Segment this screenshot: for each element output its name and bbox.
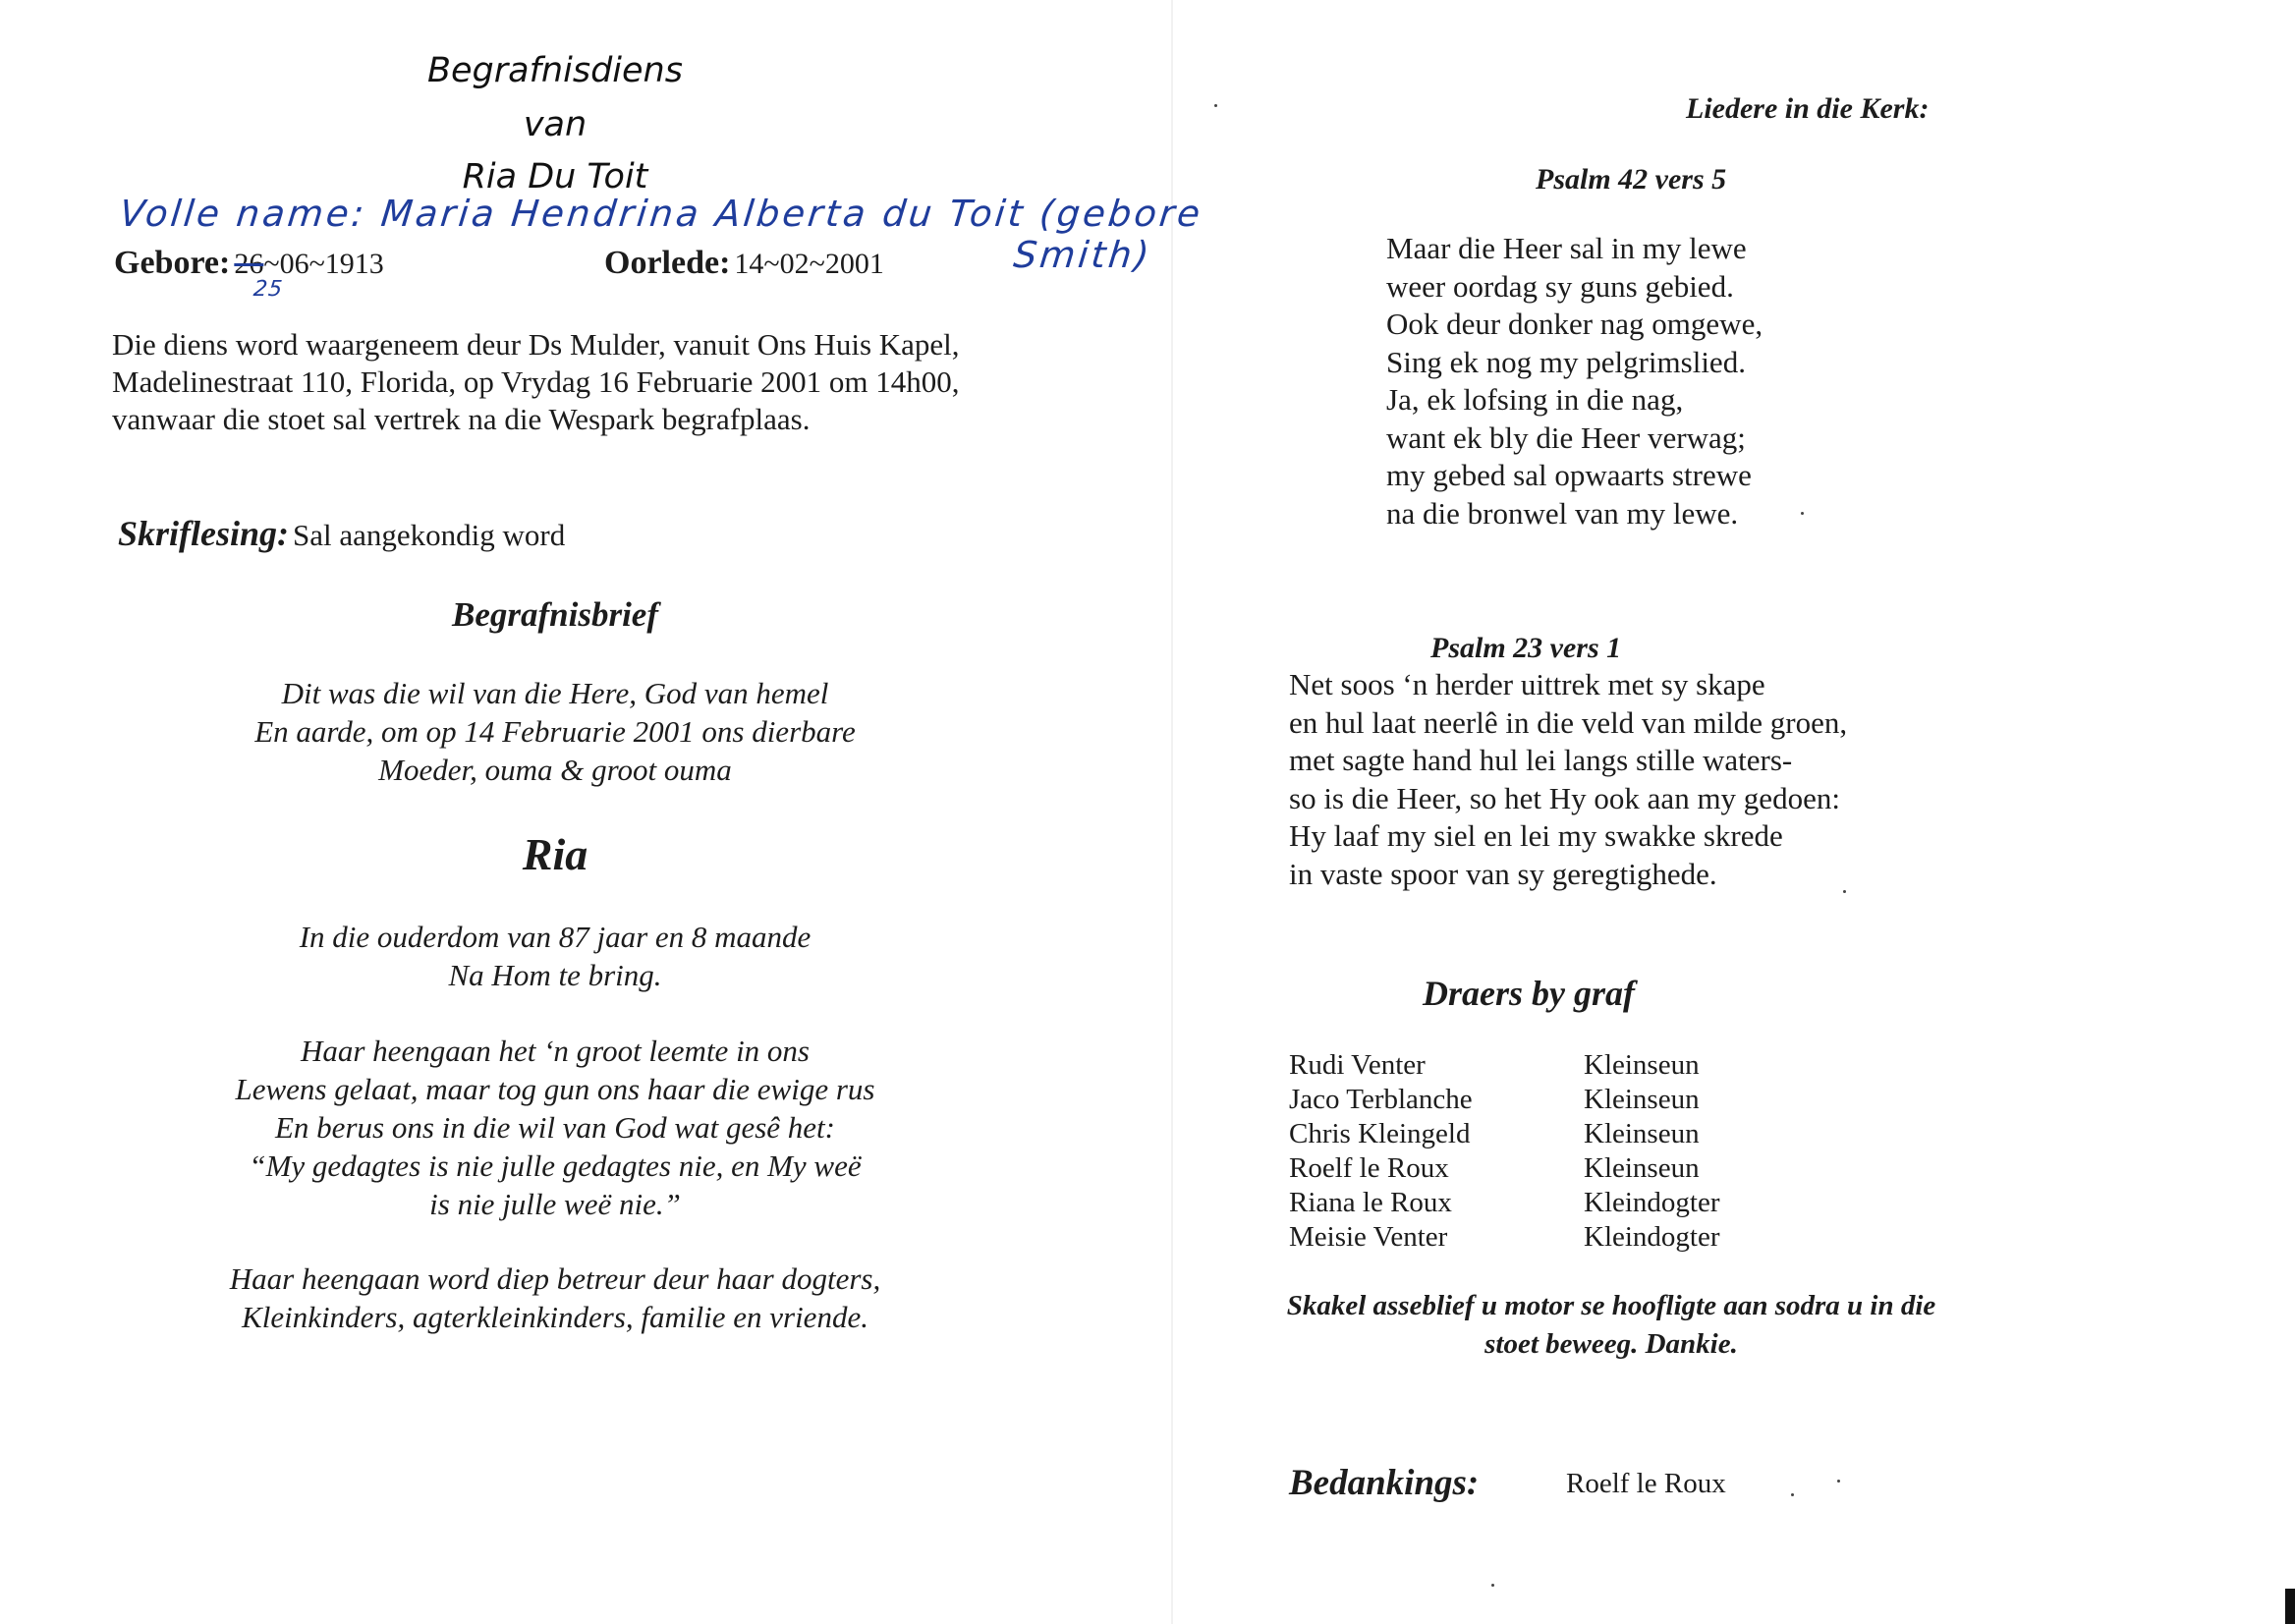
letter-block-2: [118, 918, 992, 994]
scan-speck: [1837, 1480, 1840, 1483]
birth-label: Gebore:: [114, 245, 231, 281]
letter-line: Moeder, ouma & groot ouma: [378, 753, 732, 787]
title-line-1: Begrafnisdiens: [427, 51, 683, 90]
poem-line: met sagte hand hul lei langs stille waters-: [1289, 743, 1793, 777]
handwritten-surname: Smith): [1011, 234, 1154, 276]
letter-line: Na Hom te bring.: [448, 958, 662, 992]
psalm-23-title: Psalm 23 vers 1: [1430, 632, 1622, 664]
poem-line: Sing ek nog my pelgrimslied.: [1386, 344, 1746, 379]
poem-line: en hul laat neerlê in die veld van milde groen,: [1289, 704, 1848, 740]
poem-line: want ek bly die Heer verwag;: [1386, 420, 1746, 455]
poem-line: na die bronwel van my lewe.: [1386, 495, 1739, 531]
scripture-label: Skriflesing:: [118, 514, 290, 553]
scan-speck: [1214, 104, 1217, 107]
poem-line: Ook deur donker nag omgewe,: [1386, 307, 1763, 341]
poem-line: so is die Heer, so het Hy ook aan my gedoen:: [1289, 780, 1840, 815]
bearer-relation: Kleinseun: [1584, 1049, 1700, 1081]
letter-line: Haar heengaan word diep betreur deur haar dogters,: [229, 1261, 881, 1296]
bearer-relation: Kleindogter: [1584, 1221, 1720, 1253]
service-paragraph: Die diens word waargeneem deur Ds Mulder, vanuit Ons Huis Kapel, Madelinestraat 110, Florida, op Vrydag 16 Februarie 2001 om 14h00, vanwaar die stoet sal vertrek na die Wespark begrafplaas.: [112, 327, 960, 436]
bearer-relation: Kleinseun: [1584, 1118, 1700, 1149]
letter-block-3: [118, 1032, 992, 1223]
bearer-name: Jaco Terblanche: [1289, 1084, 1473, 1115]
letter-line: Lewens gelaat, maar tog gun ons haar die ewige rus: [235, 1072, 875, 1106]
bearer-relations: [1584, 1048, 1720, 1255]
scripture-text: Sal aangekondig word: [293, 518, 566, 552]
letter-line: Haar heengaan het ‘n groot leemte in ons: [300, 1034, 810, 1068]
poem-line: Hy laaf my siel en lei my swakke skrede: [1289, 818, 1783, 853]
handwritten-day-correction: 25: [252, 277, 285, 302]
title-line-2: van: [523, 105, 588, 144]
scripture-line: [118, 513, 565, 554]
letter-line: is nie julle weë nie.”: [429, 1187, 681, 1221]
bearer-relation: Kleinseun: [1584, 1152, 1700, 1184]
headlights-notice: [1218, 1287, 2004, 1364]
scan-speck: [1791, 1493, 1794, 1496]
poem-line: Ja, ek lofsing in die nag,: [1386, 382, 1684, 417]
scan-speck: [1491, 1584, 1494, 1587]
page-fold: [1171, 0, 1173, 1624]
letter-block-1: [118, 674, 992, 789]
death-date: 14~02~2001: [734, 248, 884, 280]
songs-heading: Liedere in die Kerk:: [1686, 92, 1930, 125]
death-label: Oorlede:: [604, 245, 731, 281]
notice-line: stoet beweeg. Dankie.: [1484, 1328, 1738, 1360]
death-line: [604, 245, 884, 282]
letter-block-4: [118, 1260, 992, 1336]
scan-speck: [1801, 512, 1804, 515]
letter-line: En berus ons in die wil van God wat gesê het:: [275, 1110, 835, 1145]
birth-day-struck: 26: [234, 248, 264, 280]
bearer-name: Chris Kleingeld: [1289, 1118, 1471, 1149]
letter-line: Kleinkinders, agterkleinkinders, familie en vriende.: [242, 1300, 868, 1334]
deceased-name: Ria: [522, 829, 588, 879]
letter-line: Dit was die wil van die Here, God van hemel: [281, 676, 829, 710]
scan-speck: [1843, 890, 1846, 893]
letter-line: “My gedagtes is nie julle gedagtes nie, en My weë: [249, 1148, 862, 1183]
notice-line: Skakel asseblief u motor se hoofligte aan sodra u in die: [1286, 1290, 1936, 1321]
bearer-names: [1289, 1048, 1473, 1255]
bearer-relation: Kleinseun: [1584, 1084, 1700, 1115]
title-line-3: Ria Du Toit: [462, 157, 648, 196]
psalm-23-text: [1289, 666, 1847, 893]
poem-line: my gebed sal opwaarts strewe: [1386, 458, 1752, 492]
psalm-42-title: Psalm 42 vers 5: [1536, 163, 1727, 196]
bearer-name: Riana le Roux: [1289, 1187, 1452, 1218]
letter-line: En aarde, om op 14 Februarie 2001 ons dierbare: [254, 714, 856, 749]
bearer-name: Rudi Venter: [1289, 1049, 1426, 1081]
thanks-name: Roelf le Roux: [1566, 1468, 1726, 1499]
birth-line: [114, 245, 384, 282]
birth-date-rest: ~06~1913: [263, 248, 384, 280]
bearer-relation: Kleindogter: [1584, 1187, 1720, 1218]
bearer-name: Roelf le Roux: [1289, 1152, 1449, 1184]
bearer-name: Meisie Venter: [1289, 1221, 1448, 1253]
poem-line: weer oordag sy guns gebied.: [1386, 268, 1734, 304]
poem-line: in vaste spoor van sy geregtighede.: [1289, 856, 1717, 891]
thanks-label: Bedankings:: [1289, 1463, 1480, 1503]
handwritten-full-name: Volle name: Maria Hendrina Alberta du Toit (gebore: [117, 193, 1205, 235]
bearers-heading: Draers by graf: [1423, 974, 1635, 1013]
letter-line: In die ouderdom van 87 jaar en 8 maande: [299, 920, 812, 954]
poem-line: Net soos ‘n herder uittrek met sy skape: [1289, 667, 1765, 701]
poem-line: Maar die Heer sal in my lewe: [1386, 231, 1747, 265]
letter-heading: Begrafnisbrief: [452, 595, 658, 634]
psalm-42-text: [1386, 230, 1763, 532]
scan-edge-mark: [2285, 1589, 2295, 1624]
